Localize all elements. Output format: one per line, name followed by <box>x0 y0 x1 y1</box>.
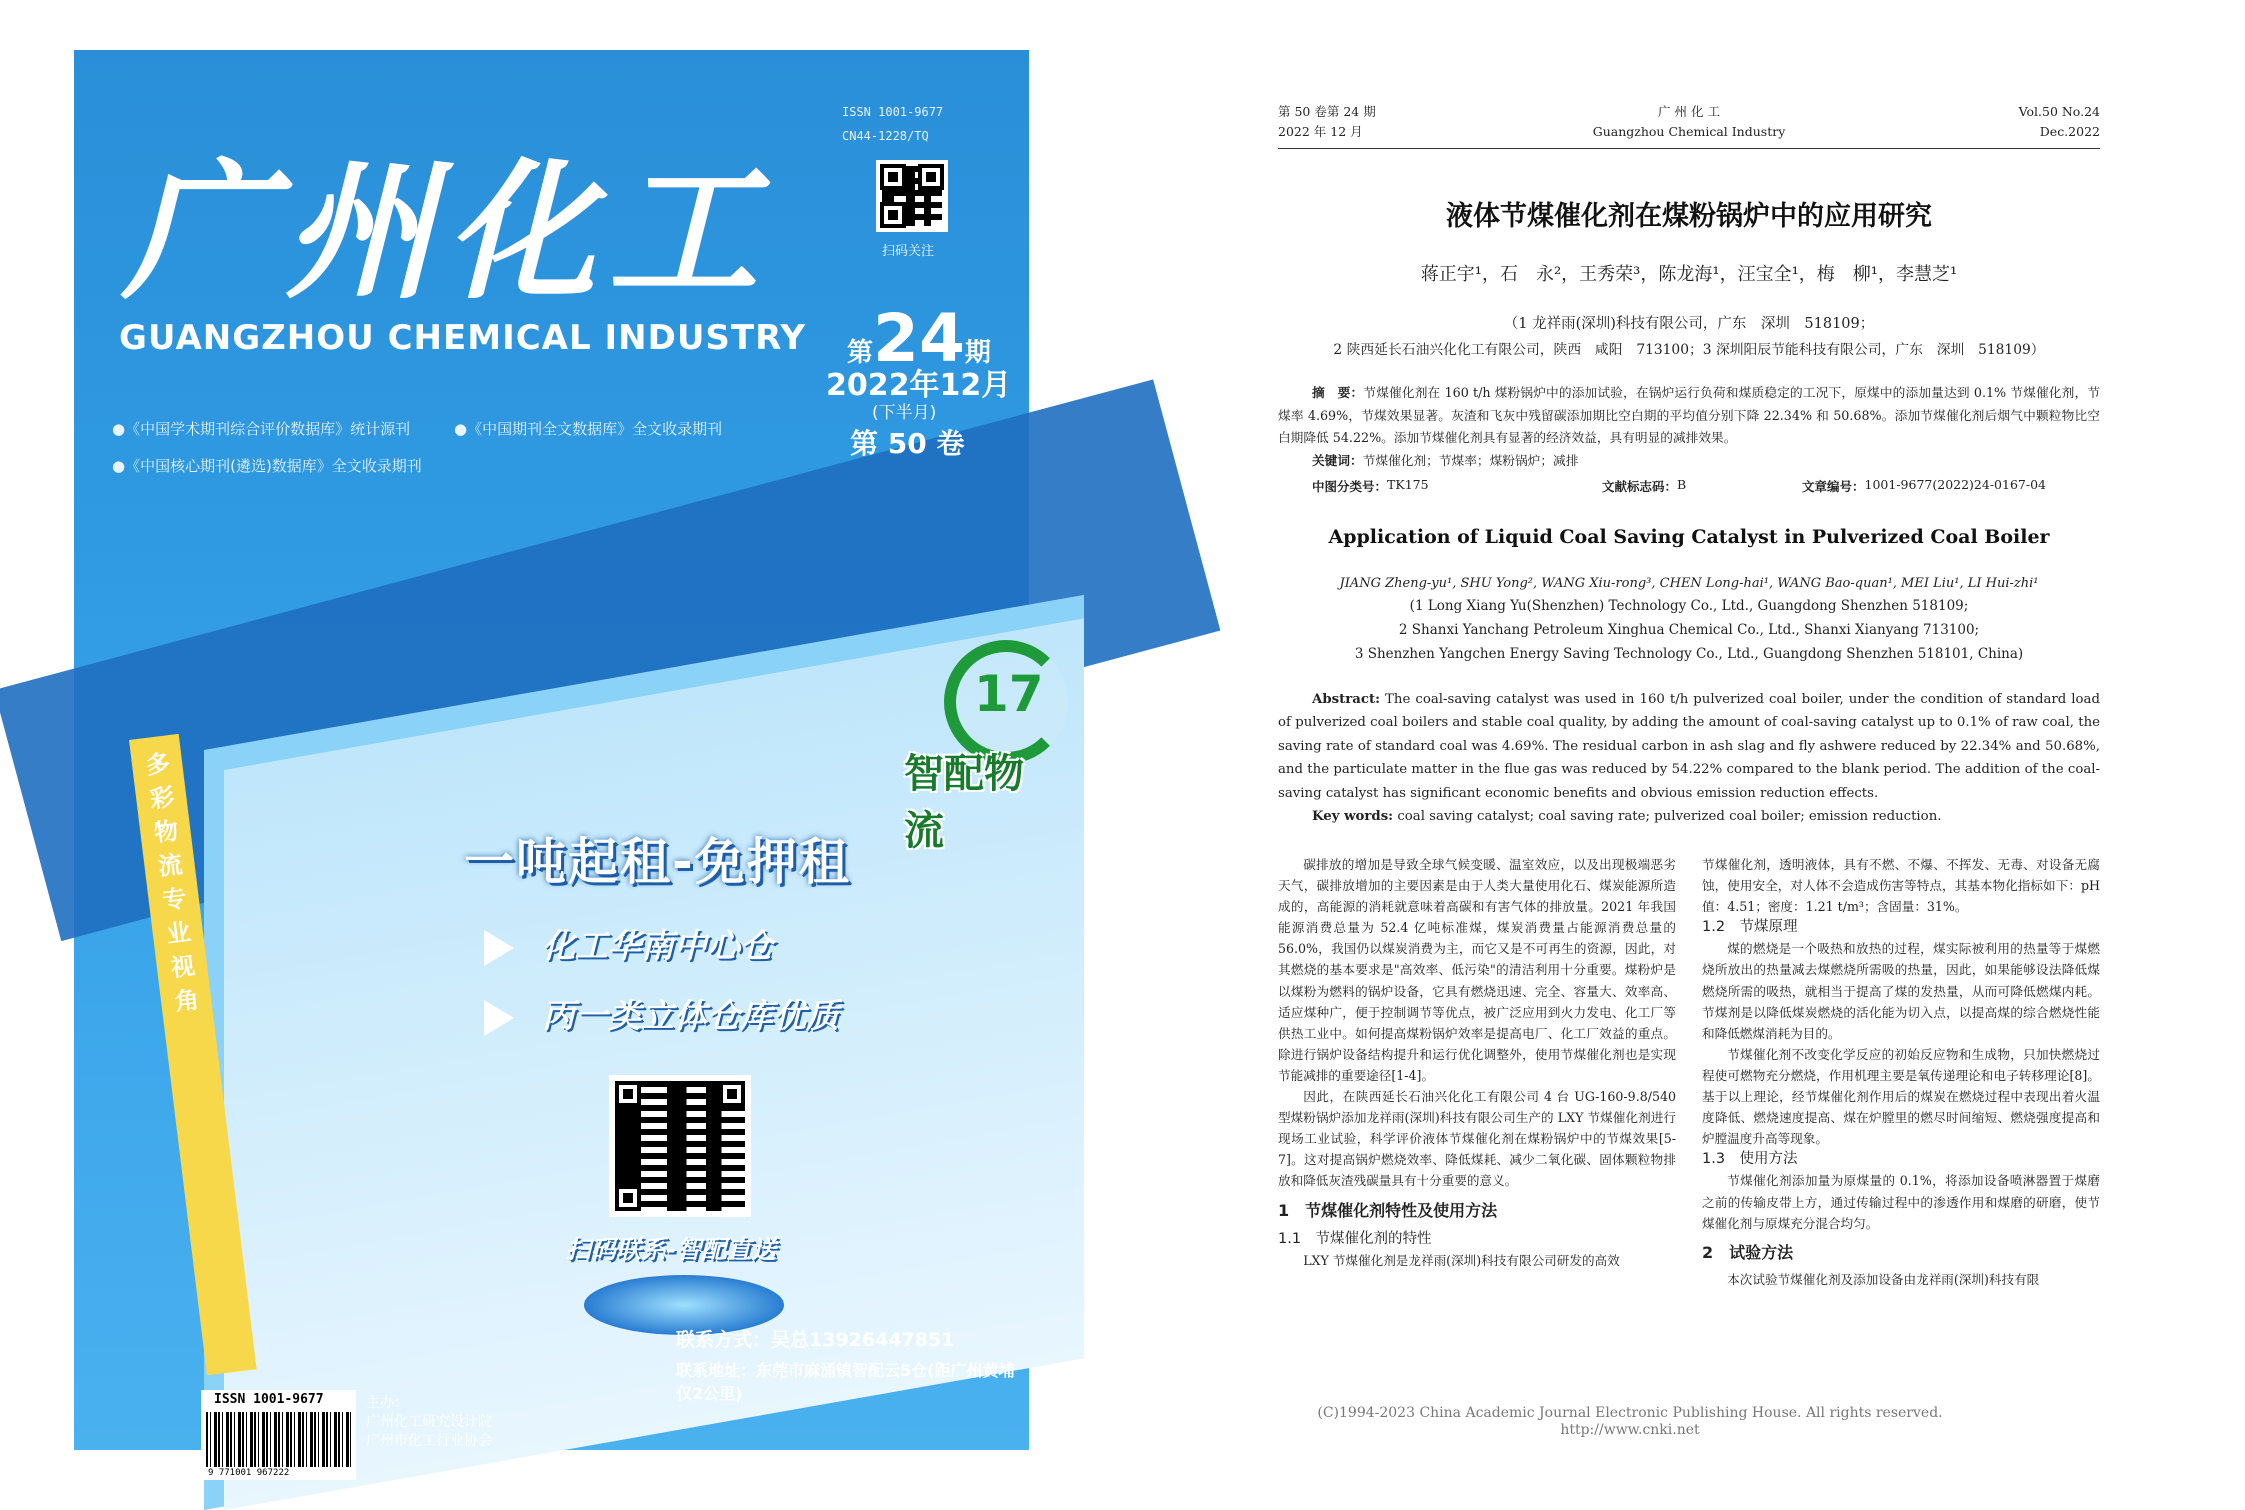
cover-title-en: GUANGZHOU CHEMICAL INDUSTRY <box>119 318 807 358</box>
cover-title: 广州化工 <box>122 146 771 320</box>
english-affiliation-2: 2 Shanxi Yanchang Petroleum Xinghua Chemical Co., Ltd., Shanxi Xianyang 713100; <box>1398 622 1980 638</box>
header-journal-cn: 广 州 化 工 <box>1658 104 1720 119</box>
header-rule <box>1278 148 2100 149</box>
doc-code-label: 文献标志码： <box>1602 479 1678 494</box>
contact-address: 联系地址：东莞市麻涌镇智配云5仓(距广州黄埔仅2公里) <box>676 1361 1015 1403</box>
english-affiliation-3: 3 Shenzhen Yangchen Energy Saving Technology Co., Ltd., Guangdong Shenzhen 518101, China) <box>1354 646 2024 662</box>
header-vol-en: Vol.50 No.24 <box>2018 104 2100 119</box>
article-title: 液体节煤催化剂在煤粉锅炉中的应用研究 <box>1446 201 1932 232</box>
header-volume: 第 50 卷第 24 期 <box>1278 104 1376 119</box>
issue-num: 24 <box>873 300 965 377</box>
cover-issn <box>842 100 943 148</box>
body-column-left <box>1278 854 1676 1271</box>
doc-code-value: B <box>1677 477 1687 492</box>
paragraph: 节煤催化剂不改变化学反应的初始反应物和生成物，只加快燃烧过程使可燃物充分燃烧，作用机理主要是氧传递理论和电子转移理论[8]。基于以上理论，经节煤催化剂作用后的煤炭在燃烧过程中表现出着火温度降低、燃烧速度提高、煤在炉膛里的燃尽时间缩短、燃烧强度提高和炉膛温度升高等现象。 <box>1702 1046 2100 1147</box>
issn-top-line: ISSN 1001-9677 <box>842 105 944 119</box>
subsection-heading: 1.1 节煤催化剂的特性 <box>1278 1230 1432 1247</box>
subsection-heading: 1.2 节煤原理 <box>1702 919 1798 936</box>
paragraph: 本次试验节煤催化剂及添加设备由龙祥雨(深圳)科技有限 <box>1727 1271 2040 1287</box>
sponsor-label: 主办： <box>366 1395 408 1411</box>
paragraph: LXY 节煤催化剂是龙祥雨(深圳)科技有限公司研发的高效 <box>1303 1252 1620 1268</box>
ad-line-2-text: 丙一类立体仓库优质 <box>542 996 839 1035</box>
ad-line-1-text: 化工华南中心仓 <box>542 926 773 965</box>
keywords-label: 关键词： <box>1312 453 1363 468</box>
section-heading: 2 试验方法 <box>1702 1242 1794 1262</box>
paragraph: 因此，在陕西延长石油兴化化工有限公司 4 台 UG-160-9.8/540 型煤粉锅炉添加龙祥雨(深圳)科技有限公司生产的 LXY 节煤催化剂进行现场工业试验，科学评价液体节煤催化剂在煤粉锅炉中的节煤效果[5-7]。这对提高锅炉燃烧效率、降低煤耗、减少二氧化碳、固体颗粒物排放和降低灰渣残碳量具有十分重要的意义。 <box>1278 1089 1676 1189</box>
issue-volume: 第 50 卷 <box>850 427 965 460</box>
ad-headline: 一吨起租-免押租 <box>464 833 851 891</box>
english-affiliation-1: (1 Long Xiang Yu(Shenzhen) Technology Co., Ltd., Guangdong Shenzhen 518109; <box>1409 598 1969 614</box>
sponsor-1: 广州化工研究设计院 <box>366 1414 492 1430</box>
keywords-text: 节煤催化剂；节煤率；煤粉锅炉；减排 <box>1362 453 1579 468</box>
issue-suf: 期 <box>964 338 991 368</box>
clc-label: 中图分类号： <box>1312 479 1388 494</box>
logo-number: 17 <box>974 665 1044 723</box>
english-keywords-label: Key words: <box>1312 809 1394 825</box>
subsection-heading: 1.3 使用方法 <box>1702 1151 1798 1168</box>
logo-text: 智配物流 <box>904 751 1024 854</box>
cn-top-line: CN44-1228/TQ <box>842 129 929 143</box>
paragraph: 节煤催化剂添加量为原煤量的 0.1%，将添加设备喷淋器置于煤磨之前的传输皮带上方，通过传输过程中的渗透作用和煤磨的研磨，使节煤催化剂与原煤充分混合均匀。 <box>1702 1173 2100 1231</box>
index-line-2: ●《中国期刊全文数据库》全文收录期刊 <box>454 420 723 438</box>
abstract-label: 摘 要： <box>1312 385 1364 400</box>
abstract-cn <box>1278 382 2100 450</box>
barcode-issn: ISSN 1001-9677 <box>214 1392 324 1407</box>
journal-cover <box>74 50 1044 1478</box>
header-date: 2022 年 12 月 <box>1278 124 1363 139</box>
paragraph: 煤的燃烧是一个吸热和放热的过程，煤实际被利用的热量等于煤燃烧所放出的热量减去煤燃烧所需吸的热量，因此，如果能够设法降低煤燃烧所需的吸热，就相当于提高了煤的发热量，从而可降低燃煤内耗。节煤剂是以降低煤炭燃烧的活化能为切入点，以提高煤的综合燃烧性能和降低燃煤消耗为目的。 <box>1702 941 2100 1041</box>
cover-stripe-text: 多彩物流专业视角 <box>144 749 201 1017</box>
english-abstract-label: Abstract: <box>1312 692 1381 707</box>
issue-pre: 第 <box>847 338 874 368</box>
header-center <box>1278 102 2100 142</box>
english-authors: JIANG Zheng-yu¹, SHU Yong², WANG Xiu-rong³, CHEN Long-hai¹, WANG Bao-quan¹, MEI Liu¹, LI Hui-zhi¹ <box>1339 576 2039 591</box>
header-right <box>2019 102 2100 142</box>
keywords-cn <box>1278 450 2100 473</box>
qr-code-ad[interactable] <box>609 1075 751 1217</box>
english-abstract-text: The coal-saving catalyst was used in 160 t/h pulverized coal boiler, under the condition of standard load of pulverized coal boilers and stable coal quality, by adding the amount of coal-saving catalyst up to 0.1% of raw coal, the saving rate of standard coal was 4.69%. The residual carbon in ash slag and fly ashwere reduced by 22.34% and 50.68%, and the particulate matter in the flue gas was reduced by 54.22% compared to the blank period. The addition of the coal-saving catalyst has significant economic benefits and obvious emission reduction effects. <box>1278 692 2100 801</box>
article-no-value: 1001-9677(2022)24-0167-04 <box>1864 477 2046 492</box>
arrow-icon <box>484 1000 514 1036</box>
paragraph: 碳排放的增加是导致全球气候变暖、温室效应，以及出现极端恶劣天气，碳排放增加的主要因素是由于人类大量使用化石、煤炭能源所造成的，高能源的消耗就意味着高碳和有害气体的排放量。2021 年我国能源消费总量为 52.4 亿吨标准煤，煤炭消费量占能源消费总量的 56.0%，我国仍以煤炭消费为主，而它又是不可再生的资源，因此，对其燃烧的基本要求是"高效率、低污染"的清洁利用十分重要。煤粉炉是以煤粉为燃料的锅炉设备，它具有燃烧迅速、完全、容量大、效率高、适应煤种广，便于控制调节等优点，被广泛应用到火力发电、化工厂等供热工业中。如何提高煤粉锅炉效率是提高电厂、化工厂效益的重点。除进行锅炉设备结构提升和运行优化调整外，使用节煤催化剂也是实现节能减排的重要途径[1-4]。 <box>1278 857 1676 1083</box>
section-heading: 1 节煤催化剂特性及使用方法 <box>1278 1200 1498 1220</box>
barcode-number: 9 771001 967222 <box>208 1468 290 1478</box>
clc-value: TK175 <box>1387 477 1429 492</box>
header-date-en: Dec.2022 <box>2039 124 2100 139</box>
abstract-text: 节煤催化剂在 160 t/h 煤粉锅炉中的添加试验，在锅炉运行负荷和煤质稳定的工况下，原煤中的添加量达到 0.1% 节煤催化剂，节煤率 4.69%，节煤效果显著。灰渣和飞灰中残留碳添加期比空白期的平均值分别下降 22.34% 和 50.68%。添加节煤催化剂后烟气中颗粒物比空白期降低 54.22%。添加节煤催化剂具有显著的经济效益，具有明显的减排效果。 <box>1278 385 2101 446</box>
ad-line-2 <box>484 990 839 1037</box>
sponsor-2: 广州市化工行业协会 <box>366 1433 492 1449</box>
english-title: Application of Liquid Coal Saving Catalyst in Pulverized Coal Boiler <box>1328 526 2050 548</box>
header-journal-en: Guangzhou Chemical Industry <box>1592 124 1786 139</box>
sponsor-block <box>366 1394 492 1451</box>
english-keywords-text: coal saving catalyst; coal saving rate; pulverized coal boiler; emission reduction. <box>1397 809 1942 825</box>
qr-code-top[interactable] <box>876 160 948 232</box>
issue-half: (下半月) <box>872 403 937 423</box>
affiliation-1: （1 龙祥雨(深圳)科技有限公司，广东 深圳 518109； <box>1503 316 1875 332</box>
issue-date: 2022年12月 <box>826 368 1012 403</box>
article-no-label: 文章编号： <box>1802 479 1865 494</box>
contact-phone: 联系方式：吴总13926447851 <box>676 1329 955 1351</box>
article-authors: 蒋正宇¹，石 永²，王秀荣³，陈龙海¹，汪宝全¹，梅 柳¹，李慧芝¹ <box>1420 264 1958 285</box>
ad-scan-text: 扫码联系-智配直送 <box>566 1235 777 1264</box>
affiliation-2: 2 陕西延长石油兴化化工有限公司，陕西 咸阳 713100；3 深圳阳辰节能科技有限公司，广东 深圳 518109） <box>1333 342 2045 358</box>
index-line-3: ●《中国核心期刊(遴选)数据库》全文收录期刊 <box>112 457 422 475</box>
copyright-footer: (C)1994-2023 China Academic Journal Electronic Publishing House. All rights reserved. http://www.cnki.net <box>1317 1405 1971 1438</box>
qr-label: 扫码关注 <box>882 244 935 259</box>
ad-line-1 <box>484 920 773 967</box>
english-abstract <box>1278 688 2100 828</box>
index-line-1: ●《中国学术期刊综合评价数据库》统计源刊 <box>112 420 411 438</box>
barcode-icon <box>206 1412 351 1467</box>
body-column-right <box>1702 854 2100 1290</box>
paragraph: 节煤催化剂，透明液体，具有不燃、不爆、不挥发、无毒、对设备无腐蚀，使用安全，对人体不会造成伤害等特点，其基本物化指标如下：pH 值：4.51；密度：1.21 t/m³；含固量：31%。 <box>1702 857 2100 915</box>
arrow-icon <box>484 930 514 966</box>
